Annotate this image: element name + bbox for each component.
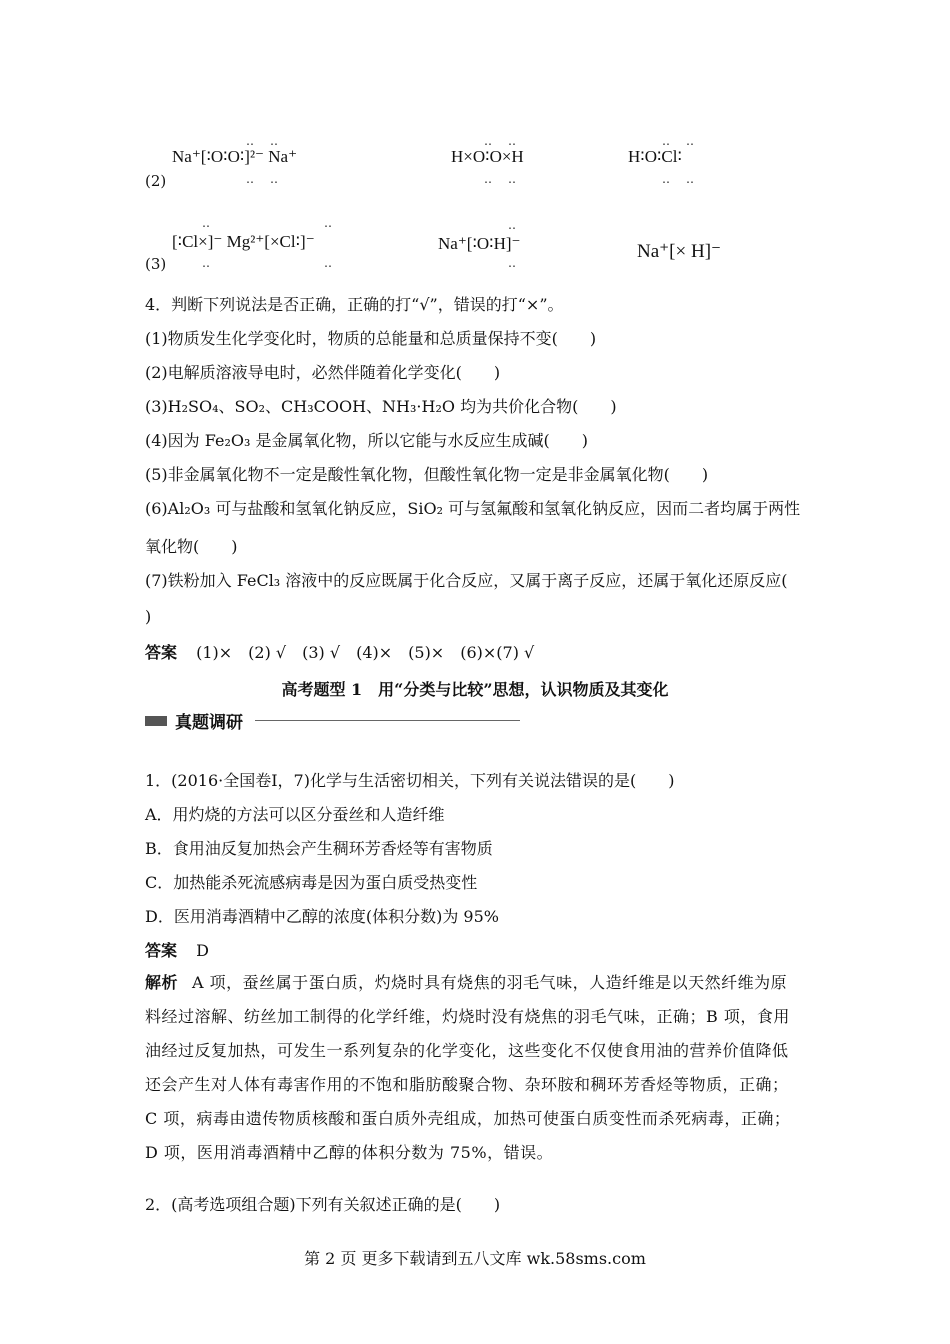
lone-pair-dots: ‥ ‥	[662, 134, 697, 148]
question-4-answer	[145, 642, 534, 664]
lone-pair-dots: ‥ ‥	[202, 216, 335, 230]
section-header	[145, 708, 520, 733]
analysis-line: 油经过反复加热，可发生一系列复杂的化学变化，这些变化不仅使食用油的营养价值降低	[145, 1041, 789, 1060]
statement-7-continued: )	[145, 607, 152, 626]
question-1-analysis	[145, 966, 810, 1170]
analysis-label: 解析	[145, 973, 179, 992]
page-footer: 第 2 页 更多下载请到五八文库 wk.58sms.com	[304, 1249, 646, 1268]
analysis-line: D 项，医用消毒酒精中乙醇的体积分数为 75%，错误。	[145, 1143, 554, 1162]
question-4-stem: 4．判断下列说法是否正确，正确的打“√”，错误的打“×”。	[145, 295, 564, 314]
analysis-line: 料经过溶解、纺丝加工制得的化学纤维，灼烧时没有烧焦的羽毛气味，正确；B 项，食用	[145, 1007, 790, 1026]
formula-h2o2: H×O∶O×H	[451, 147, 524, 166]
section-title: 真题调研	[175, 713, 243, 733]
lone-pair-dots: ‥ ‥	[484, 172, 519, 186]
statement-7: (7)铁粉加入 FeCl₃ 溶液中的反应既属于化合反应，又属于离子反应，还属于氧化还原反应(	[145, 571, 788, 590]
lone-pair-dots: ‥ ‥	[246, 134, 281, 148]
analysis-line: C 项，病毒由遗传物质核酸和蛋白质外壳组成，加热可使蛋白质变性而杀死病毒，正确；	[145, 1109, 791, 1128]
option-c: C．加热能杀死流感病毒是因为蛋白质受热变性	[145, 873, 478, 892]
question-2-stem: 2．(高考选项组合题)下列有关叙述正确的是( )	[145, 1195, 501, 1214]
lone-pair-dots: ‥	[508, 256, 519, 270]
answer-text: D	[196, 941, 209, 960]
question-1-answer	[145, 940, 209, 962]
option-b: B．食用油反复加热会产生稠环芳香烃等有害物质	[145, 839, 493, 858]
formula-row-label: (3)	[145, 255, 167, 273]
statement-4: (4)因为 Fe₂O₃ 是金属氧化物，所以它能与水反应生成碱( )	[145, 431, 588, 450]
formula-hocl: H∶O∶Cl∶	[628, 147, 682, 166]
statement-6-continued: 氧化物( )	[145, 537, 238, 556]
lone-pair-dots: ‥ ‥	[202, 256, 335, 270]
statement-3: (3)H₂SO₄、SO₂、CH₃COOH、NH₃·H₂O 均为共价化合物( )	[145, 397, 617, 416]
statement-2: (2)电解质溶液导电时，必然伴随着化学变化( )	[145, 363, 501, 382]
answer-label: 答案	[145, 643, 178, 662]
statement-5: (5)非金属氧化物不一定是酸性氧化物，但酸性氧化物一定是非金属氧化物( )	[145, 465, 709, 484]
option-a: A．用灼烧的方法可以区分蚕丝和人造纤维	[145, 805, 445, 824]
section-marker-icon	[145, 716, 167, 726]
formula-row-label: (2)	[145, 172, 167, 190]
analysis-line: 还会产生对人体有毒害作用的不饱和脂肪酸聚合物、杂环胺和稠环芳香烃等物质，正确；	[145, 1075, 789, 1094]
formula-nah: Na⁺[× H]⁻	[637, 241, 722, 262]
lone-pair-dots: ‥ ‥	[484, 134, 519, 148]
topic-heading: 高考题型 1 用“分类与比较”思想，认识物质及其变化	[281, 680, 669, 699]
statement-1: (1)物质发生化学变化时，物质的总能量和总质量保持不变( )	[145, 329, 597, 348]
question-1-stem: 1．(2016·全国卷Ⅰ，7)化学与生活密切相关，下列有关说法错误的是( )	[145, 771, 675, 790]
answer-label: 答案	[145, 941, 178, 960]
statement-6: (6)Al₂O₃ 可与盐酸和氢氧化钠反应，SiO₂ 可与氢氟酸和氢氧化钠反应，因而二者均属于两性	[145, 499, 801, 518]
lone-pair-dots: ‥ ‥	[246, 172, 281, 186]
option-d: D．医用消毒酒精中乙醇的浓度(体积分数)为 95%	[145, 907, 499, 926]
section-divider	[255, 720, 520, 721]
formula-naoh: Na⁺[∶O∶H]⁻	[438, 234, 521, 253]
formula-na2o2: Na⁺[∶O∶O∶]²⁻ Na⁺	[172, 147, 298, 166]
lone-pair-dots: ‥ ‥	[662, 172, 697, 186]
lone-pair-dots: ‥	[508, 218, 519, 232]
analysis-line: 解析 A 项，蚕丝属于蛋白质，灼烧时具有烧焦的羽毛气味，人造纤维是以天然纤维为原	[145, 973, 788, 992]
answer-text: (1)× (2) √ (3) √ (4)× (5)× (6)×(7) √	[196, 643, 535, 662]
formula-mgcl2: [∶Cl×]⁻ Mg²⁺[×Cl∶]⁻	[172, 232, 315, 251]
